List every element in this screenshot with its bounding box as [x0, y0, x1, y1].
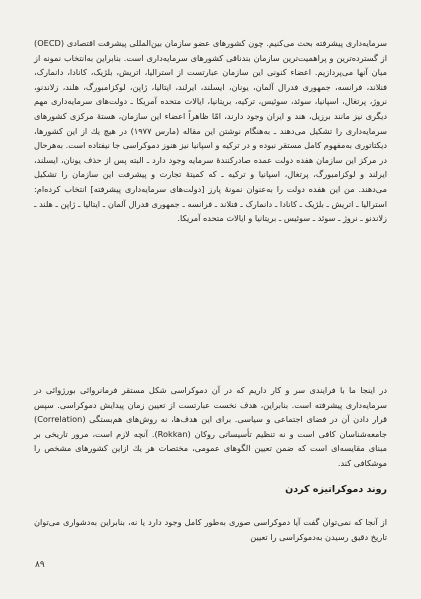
paragraph-text: در اینجا ما با فرایندی سر و کار داریم که در آن دموکراسی شکل مستقر فرمانروائی بورژوائی در سرمایه‌داری پیشرفته است. بنابراین، هدف نخست عبارتست از تعیین زمان پیدایش دموکراسی. سپس قرار دادن آن در فضای اجتماعی و سیاسی. برای این هدف‌ها، نه روش‌های هم‌بستگی (Correlation) جامعه‌شناسان کافی است و نه تنظیم تأسیساتی روکان (Rokkan). آنچه لازم است، مرور تاریخی بر مبنای مقایسه‌ای است که ضمن تعیین الگوهای عمومی، مختصات هر یك ازاین کشورهای مشخص را موشکافی کند. — [34, 385, 387, 468]
paragraph-text: سرمایه‌داری پیشرفته بحث می‌کنیم. چون کشورهای عضو سازمان بین‌المللی پیشرفت اقتصادی (OECD) از گسترده‌ترین و پراهمیت‌ترین سازمان بندناقی کشورهای سرمایه‌داری است. بنابراین به‌انتخاب نمونه از میان آنها می‌پردازیم. اعضاء کنونی این سازمان عبارتست از استرالیا، اتریش، بلژیک، کانادا، دانمارک، فنلاند، فرانسه، جمهوری فدرال آلمان، یونان، ایسلند، ایرلند، ایتالیا، ژاپن، لوکزامبورگ، هلند، زلاندنو، نروژ، پرتغال، اسپانیا، سوئد، سوئیس، ترکیه، بریتانیا، ایالات متحده آمریکا ـ دولت‌های سرمایه‌داری مهم دیگری نیز مانند برزیل، هند و ایران وجود دارند، امّا ظاهراً اعضاء این سازمان، هستهٔ مرکزی کشورهای سرمایه‌داری را تشکیل می‌دهند ـ به‌هنگام نوشتن این مقاله (مارس ۱۹۷۷) در هیچ یك از این کشورها، دیکتاتوری به‌مفهوم کامل مستقر نبوده و در ترکیه و اسپانیا نیز هنوز دموکراسی جا نیفتاده است. به‌هرحال در مرکز این سازمان هفده دولت عمده صادرکنندهٔ سرمایه وجود دارد ـ البته پس از حذف یونان، ایسلند، ایرلند و لوکزامبورگ، پرتغال، اسپانیا و ترکیه ـ که کمیتهٔ تجارت و پیشرفت این سازمان را تشکیل می‌دهند. من این هفده دولت را به‌عنوان نمونهٔ پارز [دولت‌های سرمایه‌داری پیشرفته] انتخاب کرده‌ام: استرالیا ـ اتریش ـ بلژیک ـ کانادا ـ دانمارک ـ فنلاند ـ فرانسه ـ جمهوری فدرال آلمان ـ ایتالیا ـ ژاپن ـ هلند ـ زلاندنو ـ نروژ ـ سوئد ـ سوئیس ـ بریتانیا و ایالات متحده آمریکا. — [34, 38, 387, 224]
section-heading: روند دموکراتیزه کردن — [285, 484, 387, 495]
paragraph-democracy-process — [34, 383, 387, 471]
paragraph-oecd-members — [34, 36, 387, 226]
paragraph-democratization-date — [34, 515, 387, 544]
paragraph-text: از آنجا که نمی‌توان گفت آیا دموکراسی صوری به‌طور کامل وجود دارد یا نه، بنابراین به‌دشواری می‌توان تاریخ دقیق رسیدن به‌دموکراسی را تعیین — [34, 517, 387, 542]
page-number: ۸۹ — [35, 560, 45, 570]
